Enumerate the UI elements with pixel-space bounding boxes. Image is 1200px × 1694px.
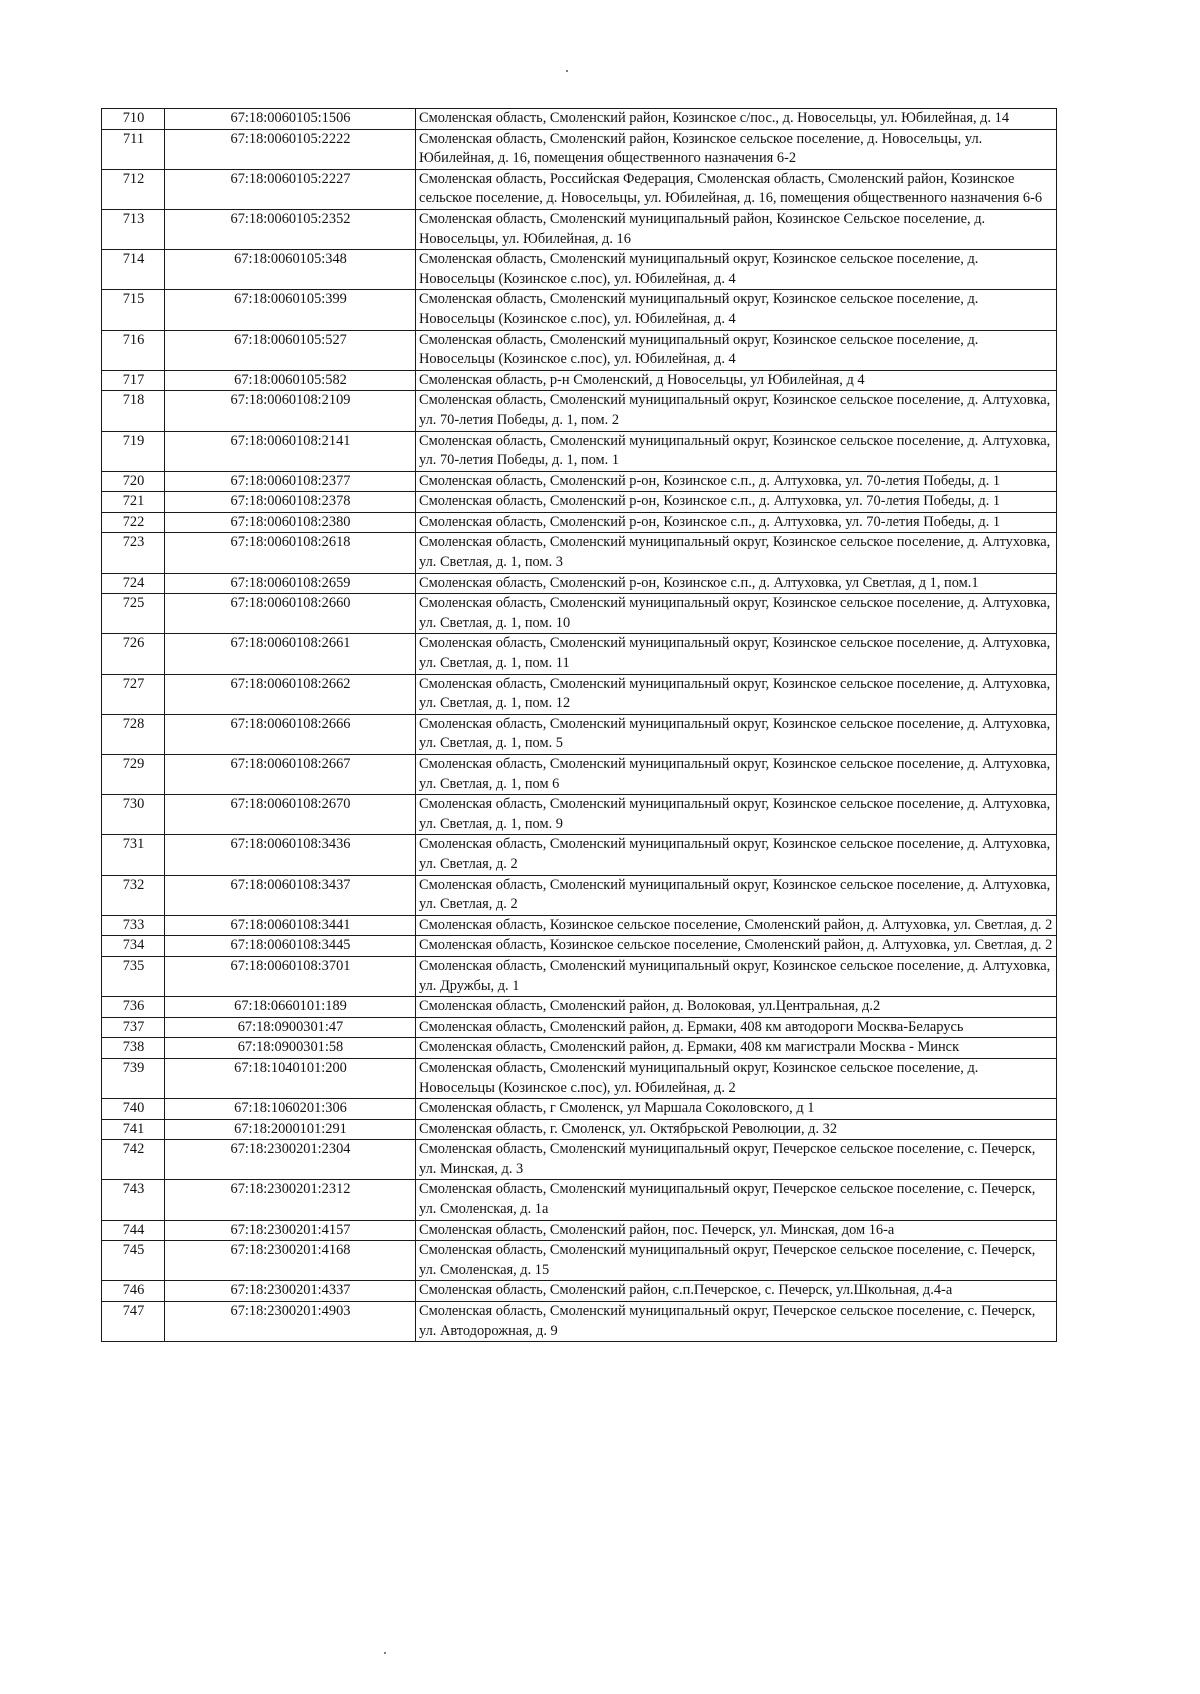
address-cell: Смоленская область, Смоленский район, пос. Печерск, ул. Минская, дом 16-а: [416, 1220, 1057, 1241]
cadastral-number-cell: 67:18:0060105:1506: [165, 109, 416, 130]
cadastral-number-cell: 67:18:0060108:2377: [165, 471, 416, 492]
address-cell: Смоленская область, Смоленский р-он, Козинское с.п., д. Алтуховка, ул. 70-летия Победы, д. 1: [416, 471, 1057, 492]
row-number-cell: 718: [102, 391, 165, 431]
row-number-cell: 721: [102, 492, 165, 513]
registry-rows: [102, 109, 1057, 1342]
table-row: [102, 290, 1057, 330]
cadastral-number-cell: 67:18:0060105:2352: [165, 209, 416, 249]
table-row: [102, 492, 1057, 513]
table-row: [102, 1281, 1057, 1302]
cadastral-number-cell: 67:18:0060108:2662: [165, 674, 416, 714]
table-row: [102, 1099, 1057, 1120]
table-row: [102, 835, 1057, 875]
address-cell: Смоленская область, Смоленский район, д. Ермаки, 408 км магистрали Москва - Минск: [416, 1038, 1057, 1059]
address-cell: Смоленская область, Смоленский муниципальный округ, Печерское сельское поселение, с. Печерск, ул. Смоленская, д. 1а: [416, 1180, 1057, 1220]
address-cell: Смоленская область, Смоленский муниципальный округ, Козинское сельское поселение, д. Новосельцы (Козинское с.пос), ул. Юбилейная, д. 4: [416, 330, 1057, 370]
table-row: [102, 936, 1057, 957]
row-number-cell: 711: [102, 129, 165, 169]
table-row: [102, 915, 1057, 936]
row-number-cell: 731: [102, 835, 165, 875]
table-row: [102, 1180, 1057, 1220]
address-cell: Смоленская область, Смоленский р-он, Козинское с.п., д. Алтуховка, ул. 70-летия Победы, д. 1: [416, 492, 1057, 513]
row-number-cell: 713: [102, 209, 165, 249]
address-cell: Смоленская область, Смоленский муниципальный округ, Козинское сельское поселение, д. Алтуховка, ул. 70-летия Победы, д. 1, пом. 1: [416, 431, 1057, 471]
table-row: [102, 1038, 1057, 1059]
cadastral-number-cell: 67:18:0060105:399: [165, 290, 416, 330]
row-number-cell: 720: [102, 471, 165, 492]
address-cell: Смоленская область, Козинское сельское поселение, Смоленский район, д. Алтуховка, ул. Светлая, д. 2: [416, 936, 1057, 957]
cadastral-number-cell: 67:18:0060105:348: [165, 250, 416, 290]
table-row: [102, 471, 1057, 492]
cadastral-number-cell: 67:18:0060105:527: [165, 330, 416, 370]
address-cell: Смоленская область, Российская Федерация, Смоленская область, Смоленский район, Козинское сельское поселение, д. Новосельцы, ул. Юбилейная, д. 16, помещения общественного назначения 6-6: [416, 169, 1057, 209]
table-row: [102, 109, 1057, 130]
table-row: [102, 1058, 1057, 1098]
row-number-cell: 712: [102, 169, 165, 209]
cadastral-number-cell: 67:18:0060108:2660: [165, 594, 416, 634]
cadastral-number-cell: 67:18:0900301:58: [165, 1038, 416, 1059]
row-number-cell: 742: [102, 1140, 165, 1180]
address-cell: Смоленская область, Смоленский муниципальный округ, Козинское сельское поселение, д. Алтуховка, ул. Светлая, д. 1, пом 6: [416, 755, 1057, 795]
cadastral-number-cell: 67:18:2300201:2312: [165, 1180, 416, 1220]
address-cell: Смоленская область, Смоленский район, д. Ермаки, 408 км автодороги Москва-Беларусь: [416, 1017, 1057, 1038]
table-row: [102, 512, 1057, 533]
table-row: [102, 674, 1057, 714]
address-cell: Смоленская область, Смоленский муниципальный округ, Козинское сельское поселение, д. Алтуховка, ул. Светлая, д. 1, пом. 9: [416, 795, 1057, 835]
table-row: [102, 1220, 1057, 1241]
cadastral-number-cell: 67:18:0060108:2667: [165, 755, 416, 795]
cadastral-number-cell: 67:18:2000101:291: [165, 1119, 416, 1140]
scan-speck: [566, 70, 568, 72]
table-row: [102, 634, 1057, 674]
address-cell: Смоленская область, Козинское сельское поселение, Смоленский район, д. Алтуховка, ул. Светлая, д. 2: [416, 915, 1057, 936]
cadastral-number-cell: 67:18:0060108:2659: [165, 573, 416, 594]
row-number-cell: 728: [102, 714, 165, 754]
cadastral-number-cell: 67:18:2300201:2304: [165, 1140, 416, 1180]
row-number-cell: 729: [102, 755, 165, 795]
row-number-cell: 745: [102, 1241, 165, 1281]
row-number-cell: 736: [102, 997, 165, 1018]
cadastral-number-cell: 67:18:0060105:2227: [165, 169, 416, 209]
cadastral-number-cell: 67:18:0060105:2222: [165, 129, 416, 169]
address-cell: Смоленская область, г. Смоленск, ул. Октябрьской Революции, д. 32: [416, 1119, 1057, 1140]
table-row: [102, 714, 1057, 754]
table-row: [102, 1302, 1057, 1342]
row-number-cell: 744: [102, 1220, 165, 1241]
cadastral-number-cell: 67:18:0060108:2109: [165, 391, 416, 431]
table-row: [102, 370, 1057, 391]
row-number-cell: 724: [102, 573, 165, 594]
address-cell: Смоленская область, Смоленский район, д. Волоковая, ул.Центральная, д.2: [416, 997, 1057, 1018]
row-number-cell: 734: [102, 936, 165, 957]
address-cell: Смоленская область, Смоленский р-он, Козинское с.п., д. Алтуховка, ул. 70-летия Победы, д. 1: [416, 512, 1057, 533]
table-row: [102, 594, 1057, 634]
address-cell: Смоленская область, Смоленский р-он, Козинское с.п., д. Алтуховка, ул Светлая, д 1, пом.1: [416, 573, 1057, 594]
address-cell: Смоленская область, Смоленский муниципальный округ, Козинское сельское поселение, д. Алтуховка, ул. Светлая, д. 2: [416, 875, 1057, 915]
cadastral-number-cell: 67:18:2300201:4168: [165, 1241, 416, 1281]
cadastral-number-cell: 67:18:2300201:4337: [165, 1281, 416, 1302]
address-cell: Смоленская область, Смоленский муниципальный округ, Козинское сельское поселение, д. Алтуховка, ул. Дружбы, д. 1: [416, 956, 1057, 996]
cadastral-number-cell: 67:18:0060108:2661: [165, 634, 416, 674]
row-number-cell: 743: [102, 1180, 165, 1220]
address-cell: Смоленская область, Смоленский муниципальный округ, Козинское сельское поселение, д. Алтуховка, ул. Светлая, д. 1, пом. 11: [416, 634, 1057, 674]
cadastral-number-cell: 67:18:0060108:3437: [165, 875, 416, 915]
cadastral-number-cell: 67:18:1040101:200: [165, 1058, 416, 1098]
cadastral-number-cell: 67:18:2300201:4903: [165, 1302, 416, 1342]
table-row: [102, 997, 1057, 1018]
row-number-cell: 747: [102, 1302, 165, 1342]
table-row: [102, 1119, 1057, 1140]
row-number-cell: 715: [102, 290, 165, 330]
table-row: [102, 431, 1057, 471]
row-number-cell: 725: [102, 594, 165, 634]
address-cell: Смоленская область, Смоленский район, с.п.Печерское, с. Печерск, ул.Школьная, д.4-а: [416, 1281, 1057, 1302]
table-row: [102, 1241, 1057, 1281]
row-number-cell: 732: [102, 875, 165, 915]
row-number-cell: 717: [102, 370, 165, 391]
cadastral-number-cell: 67:18:0060108:2666: [165, 714, 416, 754]
address-cell: Смоленская область, Смоленский муниципальный округ, Печерское сельское поселение, с. Печерск, ул. Минская, д. 3: [416, 1140, 1057, 1180]
table-row: [102, 795, 1057, 835]
row-number-cell: 727: [102, 674, 165, 714]
table-row: [102, 1017, 1057, 1038]
table-row: [102, 391, 1057, 431]
table-row: [102, 209, 1057, 249]
row-number-cell: 737: [102, 1017, 165, 1038]
cadastral-number-cell: 67:18:0060108:3441: [165, 915, 416, 936]
cadastral-number-cell: 67:18:0900301:47: [165, 1017, 416, 1038]
address-cell: Смоленская область, Смоленский муниципальный округ, Козинское сельское поселение, д. Новосельцы (Козинское с.пос), ул. Юбилейная, д. 4: [416, 250, 1057, 290]
row-number-cell: 740: [102, 1099, 165, 1120]
row-number-cell: 719: [102, 431, 165, 471]
table-row: [102, 1140, 1057, 1180]
table-row: [102, 129, 1057, 169]
row-number-cell: 710: [102, 109, 165, 130]
cadastral-number-cell: 67:18:0660101:189: [165, 997, 416, 1018]
row-number-cell: 714: [102, 250, 165, 290]
cadastral-number-cell: 67:18:0060108:3445: [165, 936, 416, 957]
row-number-cell: 722: [102, 512, 165, 533]
address-cell: Смоленская область, Смоленский муниципальный округ, Козинское сельское поселение, д. Алтуховка, ул. Светлая, д. 1, пом. 3: [416, 533, 1057, 573]
row-number-cell: 730: [102, 795, 165, 835]
row-number-cell: 723: [102, 533, 165, 573]
address-cell: Смоленская область, Смоленский район, Козинское сельское поселение, д. Новосельцы, ул. Юбилейная, д. 16, помещения общественного назначения 6-2: [416, 129, 1057, 169]
table-row: [102, 330, 1057, 370]
cadastral-number-cell: 67:18:0060108:2380: [165, 512, 416, 533]
property-registry-table: [101, 108, 1057, 1342]
address-cell: Смоленская область, Смоленский муниципальный округ, Козинское сельское поселение, д. Новосельцы (Козинское с.пос), ул. Юбилейная, д. 4: [416, 290, 1057, 330]
row-number-cell: 739: [102, 1058, 165, 1098]
table-row: [102, 755, 1057, 795]
address-cell: Смоленская область, Смоленский муниципальный округ, Печерское сельское поселение, с. Печерск, ул. Смоленская, д. 15: [416, 1241, 1057, 1281]
row-number-cell: 716: [102, 330, 165, 370]
address-cell: Смоленская область, Смоленский муниципальный округ, Козинское сельское поселение, д. Новосельцы (Козинское с.пос), ул. Юбилейная, д. 2: [416, 1058, 1057, 1098]
cadastral-number-cell: 67:18:0060105:582: [165, 370, 416, 391]
cadastral-number-cell: 67:18:0060108:2618: [165, 533, 416, 573]
row-number-cell: 735: [102, 956, 165, 996]
table-row: [102, 250, 1057, 290]
row-number-cell: 746: [102, 1281, 165, 1302]
row-number-cell: 738: [102, 1038, 165, 1059]
cadastral-number-cell: 67:18:0060108:3701: [165, 956, 416, 996]
address-cell: Смоленская область, Смоленский муниципальный округ, Козинское сельское поселение, д. Алтуховка, ул. 70-летия Победы, д. 1, пом. 2: [416, 391, 1057, 431]
address-cell: Смоленская область, р-н Смоленский, д Новосельцы, ул Юбилейная, д 4: [416, 370, 1057, 391]
table-row: [102, 169, 1057, 209]
row-number-cell: 741: [102, 1119, 165, 1140]
table-row: [102, 956, 1057, 996]
cadastral-number-cell: 67:18:0060108:3436: [165, 835, 416, 875]
address-cell: Смоленская область, Смоленский муниципальный округ, Козинское сельское поселение, д. Алтуховка, ул. Светлая, д. 1, пом. 12: [416, 674, 1057, 714]
address-cell: Смоленская область, Смоленский муниципальный округ, Козинское сельское поселение, д. Алтуховка, ул. Светлая, д. 1, пом. 5: [416, 714, 1057, 754]
row-number-cell: 726: [102, 634, 165, 674]
cadastral-number-cell: 67:18:1060201:306: [165, 1099, 416, 1120]
cadastral-number-cell: 67:18:0060108:2141: [165, 431, 416, 471]
address-cell: Смоленская область, Смоленский муниципальный округ, Козинское сельское поселение, д. Алтуховка, ул. Светлая, д. 1, пом. 10: [416, 594, 1057, 634]
row-number-cell: 733: [102, 915, 165, 936]
address-cell: Смоленская область, г Смоленск, ул Маршала Соколовского, д 1: [416, 1099, 1057, 1120]
table-row: [102, 573, 1057, 594]
scan-speck: [384, 1652, 386, 1654]
cadastral-number-cell: 67:18:0060108:2670: [165, 795, 416, 835]
address-cell: Смоленская область, Смоленский район, Козинское с/пос., д. Новосельцы, ул. Юбилейная, д. 14: [416, 109, 1057, 130]
address-cell: Смоленская область, Смоленский муниципальный округ, Козинское сельское поселение, д. Алтуховка, ул. Светлая, д. 2: [416, 835, 1057, 875]
table-row: [102, 875, 1057, 915]
cadastral-number-cell: 67:18:2300201:4157: [165, 1220, 416, 1241]
table-row: [102, 533, 1057, 573]
cadastral-number-cell: 67:18:0060108:2378: [165, 492, 416, 513]
address-cell: Смоленская область, Смоленский муниципальный район, Козинское Сельское поселение, д. Новосельцы, ул. Юбилейная, д. 16: [416, 209, 1057, 249]
address-cell: Смоленская область, Смоленский муниципальный округ, Печерское сельское поселение, с. Печерск, ул. Автодорожная, д. 9: [416, 1302, 1057, 1342]
